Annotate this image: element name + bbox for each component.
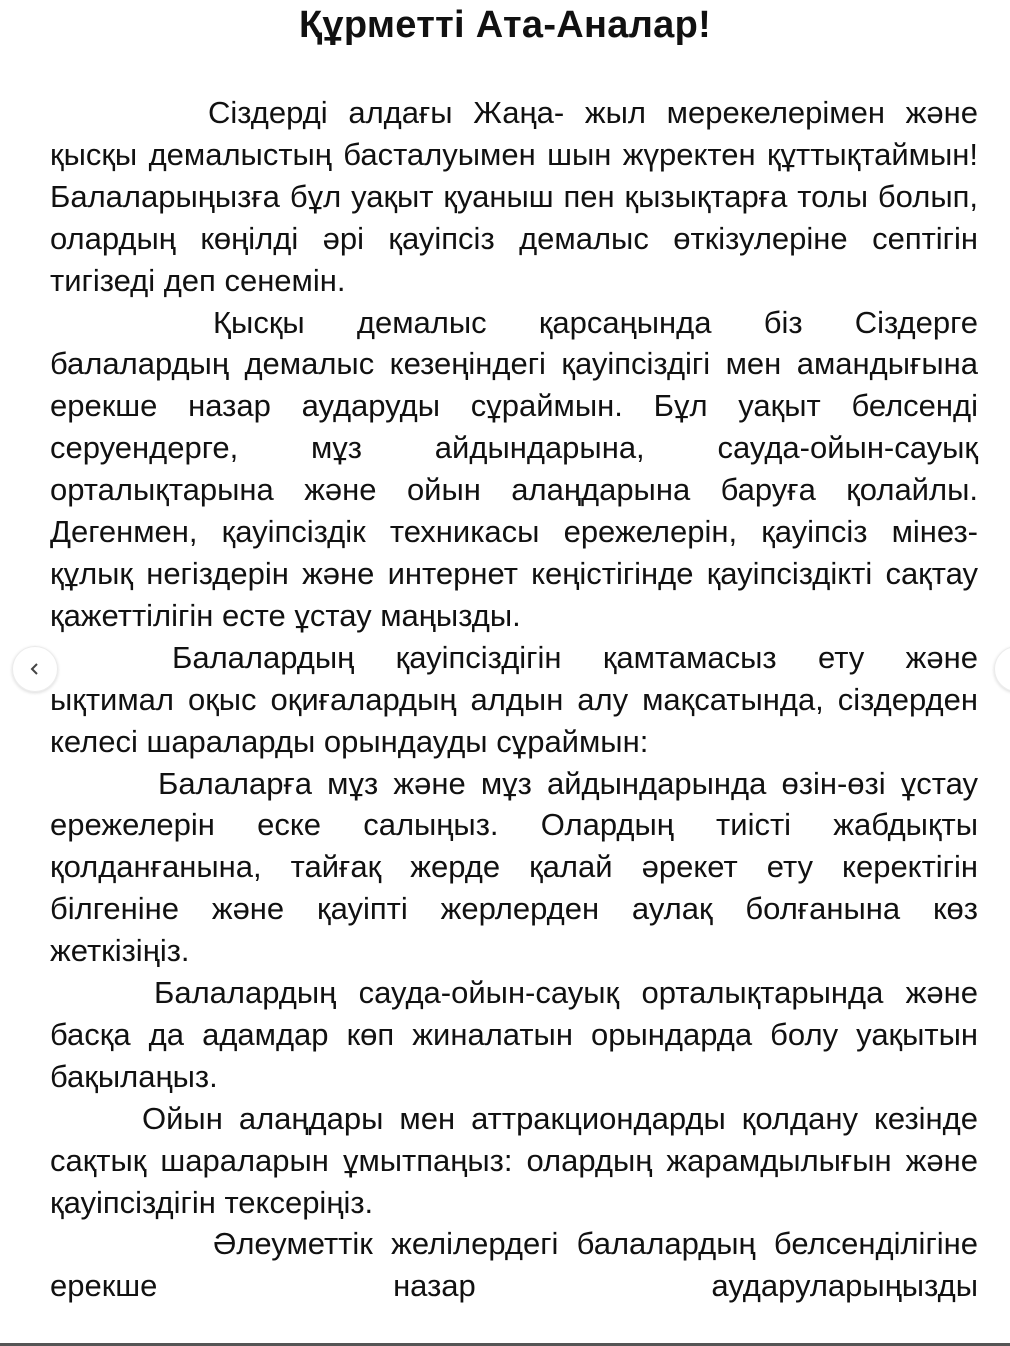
paragraph-social-networks: Әлеуметтік желілердегі балалардың белсенділігіне ерекше назар аударуларыңызды bbox=[50, 1226, 978, 1304]
paragraph-measures-intro: Балалардың қауіпсіздігін қамтамасыз ету және ықтимал оқыс оқиғалардың алдын алу мақсатында, сіздерден келесі шараларды орындауды сұраймын: bbox=[50, 639, 978, 759]
previous-slide-button[interactable] bbox=[12, 646, 58, 692]
paragraph-ice-rules: Балаларға мұз және мұз айдындарында өзін-өзі ұстау ережелерін еске салыңыз. Олардың тиісті жабдықты қолданғанына, тайғақ жерде қалай әрекет ету керектігін білгеніне және қауіпті жерлерден аулақ болғанына көз жеткізіңіз. bbox=[50, 765, 978, 969]
document-title: Құрметті Ата-Аналар! bbox=[298, 4, 712, 46]
chevron-left-icon bbox=[27, 661, 43, 677]
document-body bbox=[50, 92, 978, 1307]
paragraph-playgrounds: Ойын алаңдары мен аттракциондарды қолдану кезінде сақтық шараларын ұмытпаңыз: олардың жарамдылығын және қауіпсіздігін тексеріңіз. bbox=[50, 1100, 978, 1220]
paragraph-greeting: Сіздерді алдағы Жаңа- жыл мерекелерімен және қысқы демалыстың басталуымен шын жүректен құттықтаймын! Балаларыңызға бұл уақыт қуаныш пен қызықтарға толы болып, олардың көңілді әрі қауіпсіз демалыс өткізулеріне септігін тигізеді деп сенемін. bbox=[50, 95, 978, 298]
paragraph-safety-request: Қысқы демалыс қарсаңында біз Сіздерге балалардың демалыс кезеңіндегі қауіпсіздігі мен амандығына ерекше назар аударуды сұраймын. Бұл уақыт белсенді серуендерге, мұз айдындарына, сауда-ойын-сауық орталықтарына және ойын алаңдарына баруға қолайлы. Дегенмен, қауіпсіздік техникасы ережелерін, қауіпсіз мінез-құлық негіздерін және интернет кеңістігінде қауіпсіздікті сақтау қажеттілігін есте ұстау маңызды. bbox=[50, 304, 978, 633]
paragraph-shopping-centers: Балалардың сауда-ойын-сауық орталықтарында және басқа да адамдар көп жиналатын орындарда болу уақытын бақылаңыз. bbox=[50, 975, 978, 1094]
next-slide-button[interactable] bbox=[994, 646, 1010, 692]
